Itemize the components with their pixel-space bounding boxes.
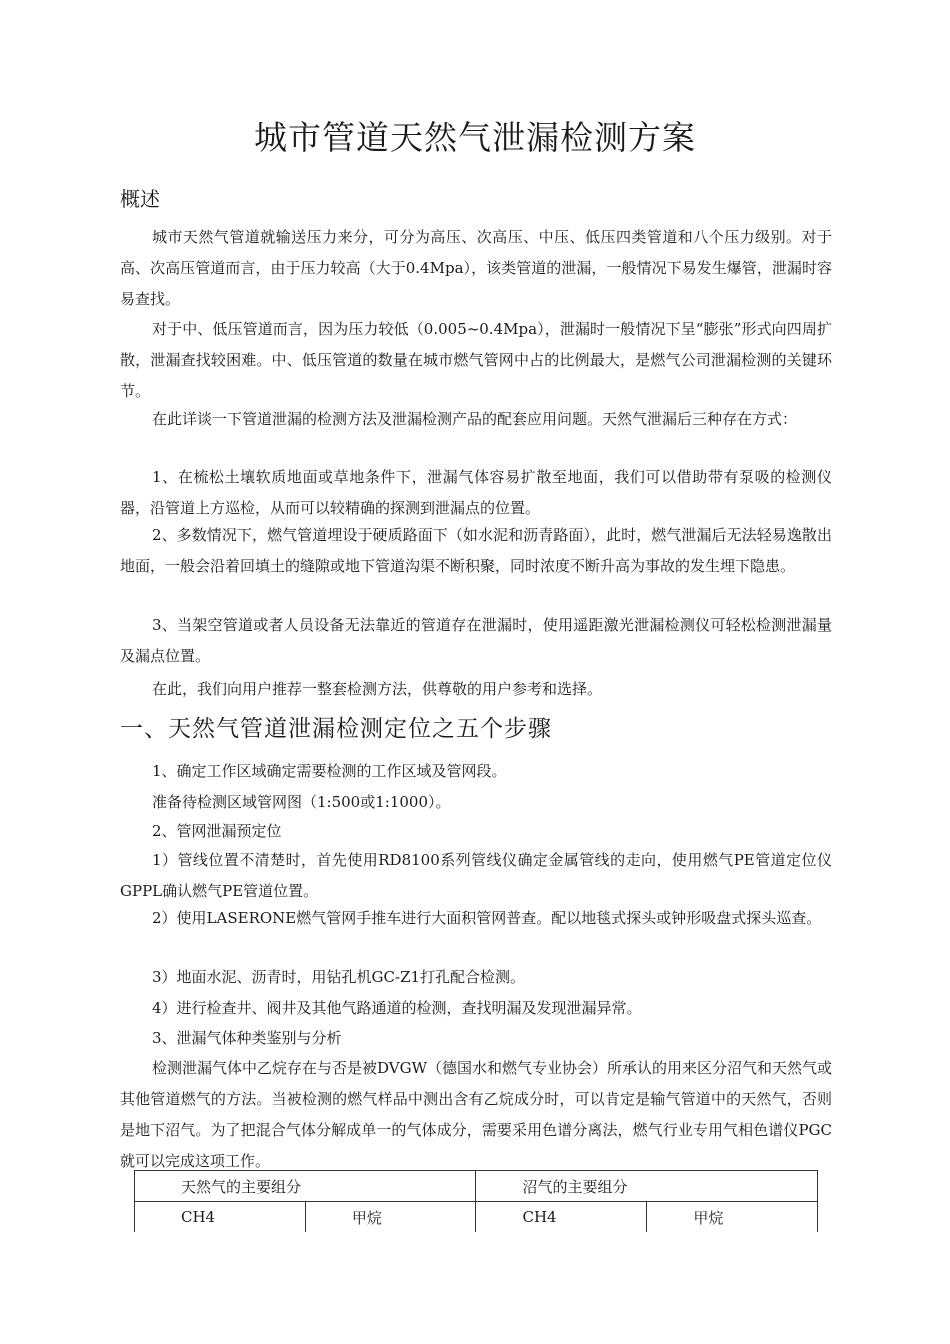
table-cell-formula-left: CH4 [135,1202,306,1233]
section-one-heading: 一、天然气管道泄漏检测定位之五个步骤 [120,716,552,742]
step-item-4: 1）管线位置不清楚时，首先使用RD8100系列管线仪确定金属管线的走向，使用燃气PE管道定位仪GPPL确认燃气PE管道位置。 [120,851,832,900]
gas-components-table [134,1170,818,1232]
step-item-8: 3、泄漏气体种类鉴别与分析 [152,1029,342,1047]
step-item-1: 1、确定工作区域确定需要检测的工作区域及管网段。 [152,762,507,780]
table-header-row [135,1171,818,1202]
table-cell-name-left: 甲烷 [305,1202,476,1233]
step-item-6: 3）地面水泥、沥青时，用钻孔机GC-Z1打孔配合检测。 [152,968,526,986]
section-overview-heading: 概述 [120,187,160,211]
table-header-biogas: 沼气的主要组分 [476,1171,818,1202]
overview-paragraph-1: 城市天然气管道就输送压力来分，可分为高压、次高压、中压、低压四类管道和八个压力级别。对于高、次高压管道而言，由于压力较高（大于0.4Mpa），该类管道的泄漏，一般情况下易发生爆管，泄漏时容易查找。 [120,228,832,308]
overview-paragraph-2: 对于中、低压管道而言，因为压力较低（0.005~0.4Mpa），泄漏时一般情况下呈“膨张”形式向四周扩散，泄漏查找较困难。中、低压管道的数量在城市燃气管网中占的比例最大，是燃气公司泄漏检测的关键环节。 [120,320,832,400]
table-cell-formula-right: CH4 [476,1202,647,1233]
table-row [135,1202,818,1233]
document-title: 城市管道天然气泄漏检测方案 [254,118,696,157]
overview-paragraph-3: 在此详谈一下管道泄漏的检测方法及泄漏检测产品的配套应用问题。天然气泄漏后三种存在方式： [152,410,798,428]
overview-paragraph-4: 1、在梳松土壤软质地面或草地条件下，泄漏气体容易扩散至地面，我们可以借助带有泵吸的检测仪器，沿管道上方巡检，从而可以较精确的探测到泄漏点的位置。 [120,468,832,517]
overview-paragraph-5: 2、多数情况下，燃气管道埋设于硬质路面下（如水泥和沥青路面），此时，燃气泄漏后无法轻易逸散出地面，一般会沿着回填土的缝隙或地下管道沟渠不断积聚，同时浓度不断升高为事故的发生埋下隐患。 [120,526,832,575]
overview-paragraph-6: 3、当架空管道或者人员设备无法靠近的管道存在泄漏时，使用遥距激光泄漏检测仪可轻松检测泄漏量及漏点位置。 [120,616,832,665]
step-item-7: 4）进行检查井、阀井及其他气路通道的检测，查找明漏及发现泄漏异常。 [152,999,642,1017]
step-item-2: 准备待检测区域管网图（1:500或1:1000）。 [152,793,451,811]
table-header-natural-gas: 天然气的主要组分 [135,1171,476,1202]
step-item-9: 检测泄漏气体中乙烷存在与否是被DVGW（德国水和燃气专业协会）所承认的用来区分沼气和天然气或其他管道燃气的方法。当被检测的燃气样品中测出含有乙烷成分时，可以肯定是输气管道中的天然气，否则是地下沼气。为了把混合气体分解成单一的气体成分，需要采用色谱分离法，燃气行业专用气相色谱仪PGC就可以完成这项工作。 [120,1059,832,1170]
overview-paragraph-7: 在此，我们向用户推荐一整套检测方法，供尊敬的用户参考和选择。 [152,680,603,698]
step-item-3: 2、管网泄漏预定位 [152,822,282,840]
table-cell-name-right: 甲烷 [647,1202,818,1233]
step-item-5: 2）使用LASERONE燃气管网手推车进行大面积管网普查。配以地毯式探头或钟形吸盘式探头巡查。 [152,909,822,927]
